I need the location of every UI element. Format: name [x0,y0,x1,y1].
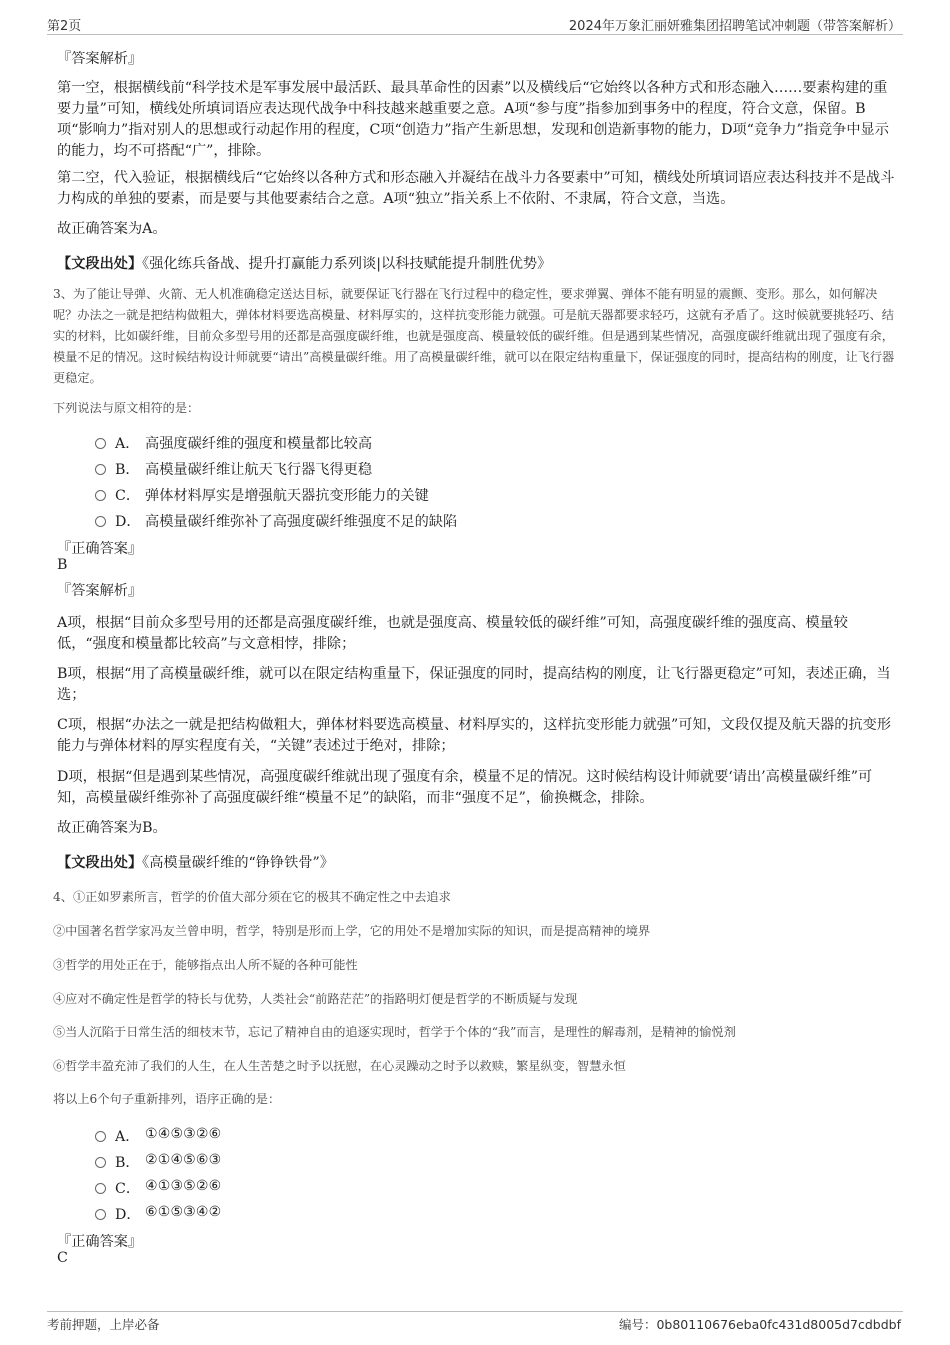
page-number: 第2页 [47,19,82,34]
option-text: 高强度碳纤维的强度和模量都比较高 [145,436,373,452]
option-letter: B． [115,462,140,478]
footer-slogan: 考前押题，上岸必备 [47,1317,160,1332]
q4-prompt: 将以上6个句子重新排列，语序正确的是： [53,1092,281,1106]
option-letter: C． [115,488,141,504]
q3-conclusion: 故正确答案为B。 [57,820,167,836]
q4-correct-answer-label: 『正确答案』 [57,1234,143,1250]
option-letter: A． [115,436,140,452]
option-letter: C． [115,1181,141,1197]
q4-sentence-6: ⑥哲学丰盈充沛了我们的人生，在人生苦楚之时予以抚慰，在心灵躁动之时予以救赎，繁星纵变，智慧永恒 [53,1059,626,1073]
q4-sentence-3: ③哲学的用处正在于，能够指点出人所不疑的各种可能性 [53,958,358,972]
option-text: 高模量碳纤维弥补了高强度碳纤维强度不足的缺陷 [145,514,458,530]
q3-analysis-c: C项，根据“办法之一就是把结构做粗大，弹体材料要选高模量、材料厚实的，这样抗变形能力就强”可知，文段仅提及航天器的抗变形能力与弹体材料的厚实程度有关，“关键”表述过于绝对，排除； [57,717,892,754]
q4-sentence-2: ②中国著名哲学家冯友兰曾申明，哲学，特别是形而上学，它的用处不是增加实际的知识，而是提高精神的境界 [53,924,651,938]
radio-button-icon[interactable] [95,490,106,501]
q3-source-tag: 【文段出处】 [57,855,143,871]
q3-prompt: 下列说法与原文相符的是： [53,401,200,415]
option-letter: D． [115,514,141,530]
option-text: 弹体材料厚实是增强航天器抗变形能力的关键 [145,488,429,504]
q4-sentence-4: ④应对不确定性是哲学的特长与优势，人类社会“前路茫茫”的指路明灯便是哲学的不断质疑与发现 [53,992,578,1006]
radio-button-icon[interactable] [95,516,106,527]
q4-correct-answer: C [57,1250,68,1266]
option-text: ④①③⑤②⑥ [145,1178,222,1194]
page-header [47,14,903,35]
radio-button-icon[interactable] [95,1183,106,1194]
option-text: ②①④⑤⑥③ [145,1152,222,1168]
q2-source [57,254,895,275]
q3-stem: 3、为了能让导弹、火箭、无人机准确稳定送达目标，就要保证飞行器在飞行过程中的稳定性，要求弹翼、弹体不能有明显的震颤、变形。那么，如何解决呢？办法之一就是把结构做粗大，弹体材料要选高模量、材料厚实的，这样抗变形能力就强。可是航天器都要求轻巧，这就有矛盾了。这时候就要挑轻巧、结实的材料，比如碳纤维，目前众多型号用的还都是高强度碳纤维，也就是强度高、模量较低的碳纤维。但是遇到某些情况，高强度碳纤维就出现了强度有余，模量不足的情况。这时候结构设计师就要“请出”高模量碳纤维。用了高模量碳纤维，就可以在限定结构重量下，保证强度的同时，提高结构的刚度，让飞行器更稳定。 [53,287,895,385]
radio-button-icon[interactable] [95,464,106,475]
document-title: 2024年万象汇丽妍雅集团招聘笔试冲刺题（带答案解析） [568,19,901,34]
option-text: ①④⑤③②⑥ [145,1126,222,1142]
document-id: 编号：0b80110676eba0fc431d8005d7cdbdbf [618,1317,901,1332]
q3-analysis-b: B项，根据“用了高模量碳纤维，就可以在限定结构重量下，保证强度的同时，提高结构的刚度，让飞行器更稳定”可知，表述正确，当选； [57,666,891,703]
radio-button-icon[interactable] [95,1131,106,1142]
q3-correct-answer: B [57,557,68,573]
q2-source-tag: 【文段出处】 [57,256,143,272]
q2-analysis-paragraph-2: 第二空，代入验证，根据横线后“它始终以各种方式和形态融入并凝结在战斗力各要素中”可知，横线处所填词语应表达科技并不是战斗力构成的单独的要素，而是要与其他要素结合之意。A项“独立”指关系上不依附、不隶属，符合文意，当选。 [57,170,895,207]
q3-source [57,853,895,874]
q2-source-title: 《强化练兵备战、提升打赢能力系列谈|以科技赋能提升制胜优势》 [142,256,552,272]
q3-source-title: 《高模量碳纤维的“铮铮铁骨”》 [142,855,334,871]
option-letter: B． [115,1155,140,1171]
q2-analysis-label: 『答案解析』 [57,51,143,67]
q2-analysis-paragraph-1: 第一空，根据横线前“科学技术是军事发展中最活跃、最具革命性的因素”以及横线后“它始终以各种方式和形态融入……要素构建的重要力量”可知，横线处所填词语应表达现代战争中科技越来越重要之意。A项“参与度”指参加到事务中的程度，符合文意，保留。B项“影响力”指对别人的思想或行动起作用的程度，C项“创造力”指产生新思想，发现和创造新事物的能力，D项“竞争力”指竞争中显示的能力，均不可搭配“广”，排除。 [57,80,889,159]
page-footer [47,1311,903,1332]
radio-button-icon[interactable] [95,438,106,449]
option-letter: A． [115,1129,140,1145]
option-text: 高模量碳纤维让航天飞行器飞得更稳 [145,462,373,478]
option-text: ⑥①⑤③④② [145,1204,222,1220]
q3-analysis-d: D项，根据“但是遇到某些情况，高强度碳纤维就出现了强度有余，模量不足的情况。这时候结构设计师就要‘请出’高模量碳纤维”可知，高模量碳纤维弥补了高强度碳纤维“模量不足”的缺陷，而非“强度不足”，偷换概念，排除。 [57,769,873,806]
q3-analysis-label: 『答案解析』 [57,583,143,599]
option-letter: D． [115,1207,141,1223]
q3-correct-answer-label: 『正确答案』 [57,541,143,557]
q2-conclusion: 故正确答案为A。 [57,221,167,237]
q3-analysis-a: A项，根据“目前众多型号用的还都是高强度碳纤维，也就是强度高、模量较低的碳纤维”可知，高强度碳纤维的强度高、模量较低，“强度和模量都比较高”与文意相悖，排除； [57,615,848,652]
q4-sentence-5: ⑤当人沉陷于日常生活的细枝末节，忘记了精神自由的追逐实现时，哲学于个体的“我”而言，是理性的解毒剂，是精神的愉悦剂 [53,1025,736,1039]
radio-button-icon[interactable] [95,1157,106,1168]
q4-sentence-1: 4、①正如罗素所言，哲学的价值大部分须在它的极其不确定性之中去追求 [53,890,451,904]
radio-button-icon[interactable] [95,1209,106,1220]
